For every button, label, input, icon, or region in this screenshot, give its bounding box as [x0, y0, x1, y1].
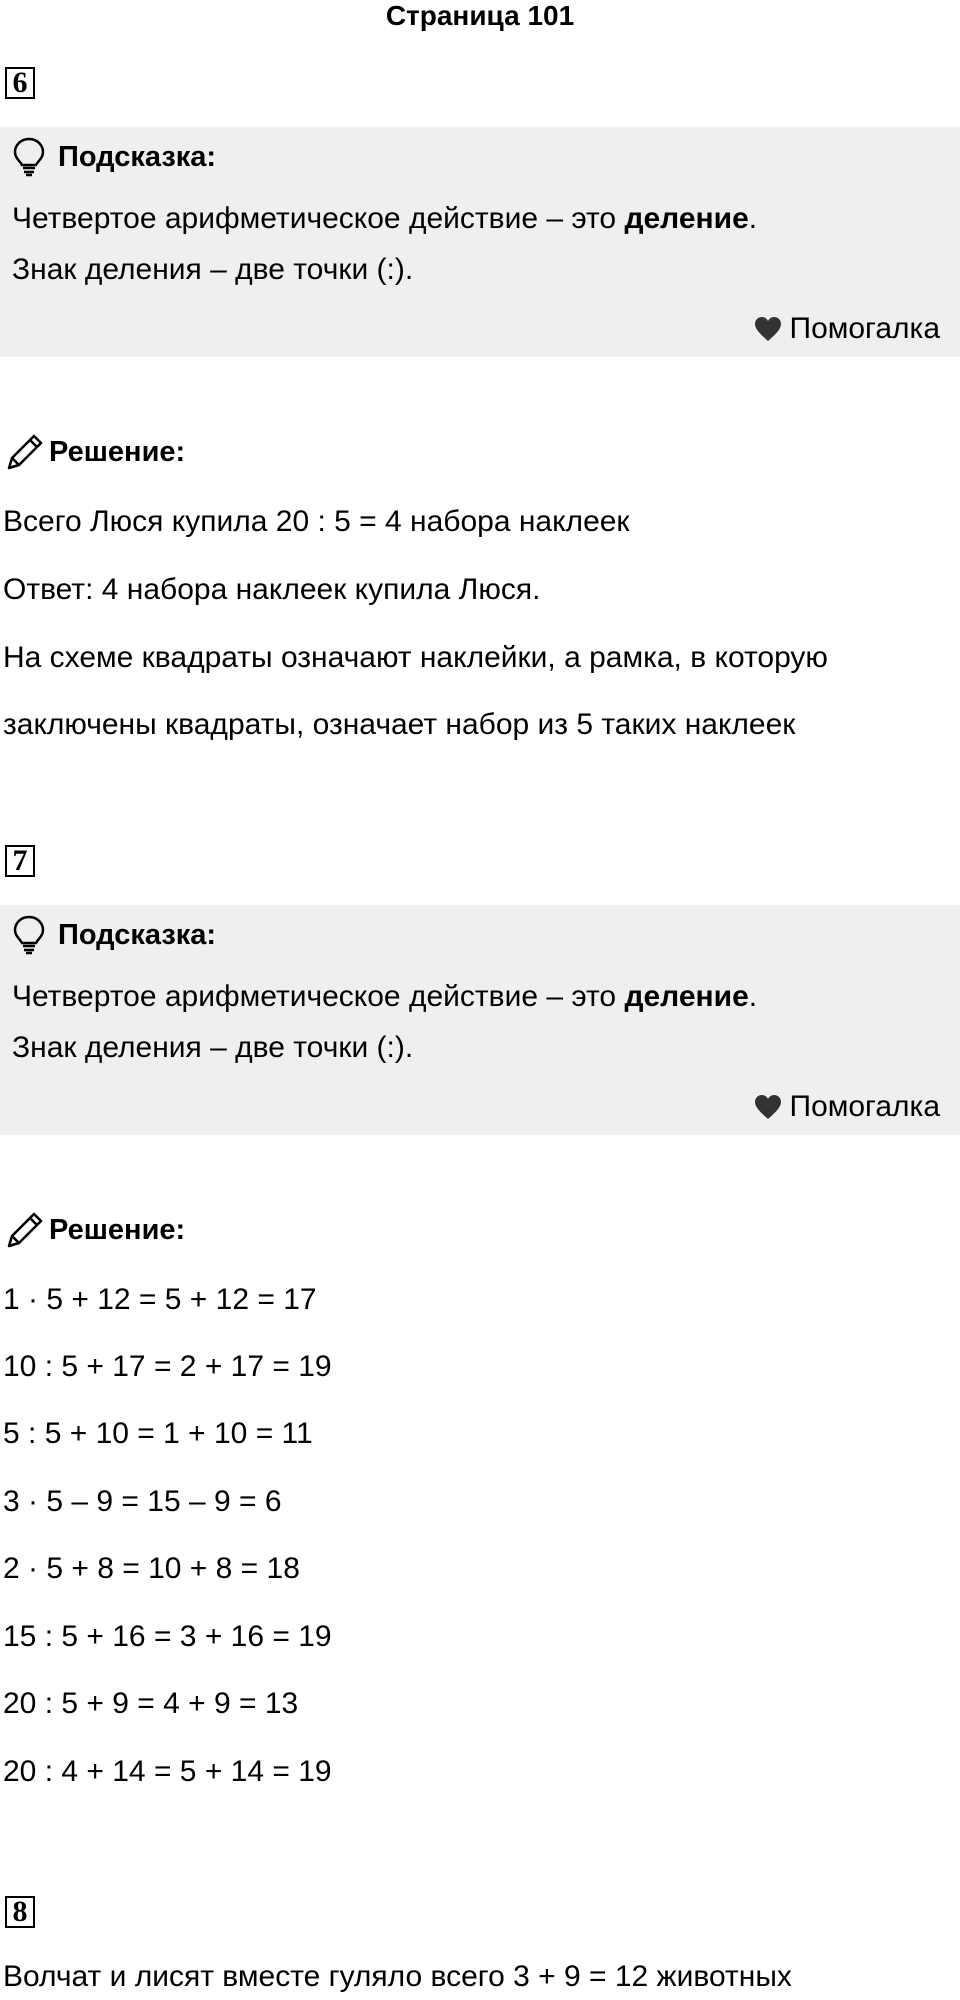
hint-bold-term: деление [624, 202, 749, 235]
heart-icon [754, 1094, 782, 1120]
heart-icon [754, 316, 782, 342]
solution-line: 3 · 5 – 9 = 15 – 9 = 6 [3, 1485, 282, 1518]
solution-line: Ответ: 4 набора наклеек купила Люся. [3, 573, 541, 606]
hint-text-line-1: Четвертое арифметическое действие – это деление. [12, 980, 758, 1013]
lightbulb-icon [12, 915, 46, 955]
answer-line: Волчат и лисят вместе гуляло всего 3 + 9 = 12 животных [3, 1960, 792, 1993]
hint-bold-term: деление [624, 980, 749, 1013]
solution-line: 20 : 5 + 9 = 4 + 9 = 13 [3, 1687, 299, 1720]
brand-label: Помогалка [789, 312, 940, 345]
pencil-icon [5, 1210, 45, 1250]
hint-box-task-6 [0, 127, 960, 357]
pencil-icon [5, 432, 45, 472]
task-number-8: 8 [5, 1896, 35, 1928]
brand-label: Помогалка [789, 1090, 940, 1123]
solution-line: Всего Люся купила 20 : 5 = 4 набора наклеек [3, 505, 630, 538]
hint-text-line-1: Четвертое арифметическое действие – это деление. [12, 202, 758, 235]
solution-line: 15 : 5 + 16 = 3 + 16 = 19 [3, 1620, 332, 1653]
hint-label: Подсказка: [58, 140, 217, 173]
solution-line: 10 : 5 + 17 = 2 + 17 = 19 [3, 1350, 332, 1383]
solution-line: 20 : 4 + 14 = 5 + 14 = 19 [3, 1755, 332, 1788]
solution-label: Решение: [49, 435, 186, 468]
hint-label: Подсказка: [58, 918, 217, 951]
solution-line: На схеме квадраты означают наклейки, а рамка, в которую [3, 641, 828, 674]
hint-text-line-2: Знак деления – две точки (:). [12, 1031, 414, 1064]
brand-pomogalka [754, 1087, 941, 1127]
hint-box-task-7 [0, 905, 960, 1135]
solution-line: 1 · 5 + 12 = 5 + 12 = 17 [3, 1283, 317, 1316]
solution-line: 2 · 5 + 8 = 10 + 8 = 18 [3, 1552, 300, 1585]
hint-header [12, 137, 216, 177]
solution-line: 5 : 5 + 10 = 1 + 10 = 11 [3, 1417, 313, 1450]
task-number-6: 6 [5, 67, 35, 99]
solution-line: заключены квадраты, означает набор из 5 таких наклеек [3, 708, 796, 741]
solution-label: Решение: [49, 1213, 186, 1246]
solution-header-task-7 [5, 1208, 185, 1252]
task-number-7: 7 [5, 845, 35, 877]
hint-header [12, 915, 216, 955]
page-title: Страница 101 [385, 0, 575, 31]
solution-header-task-6 [5, 430, 185, 474]
brand-pomogalka [754, 309, 941, 349]
hint-text-line-2: Знак деления – две точки (:). [12, 253, 414, 286]
lightbulb-icon [12, 137, 46, 177]
